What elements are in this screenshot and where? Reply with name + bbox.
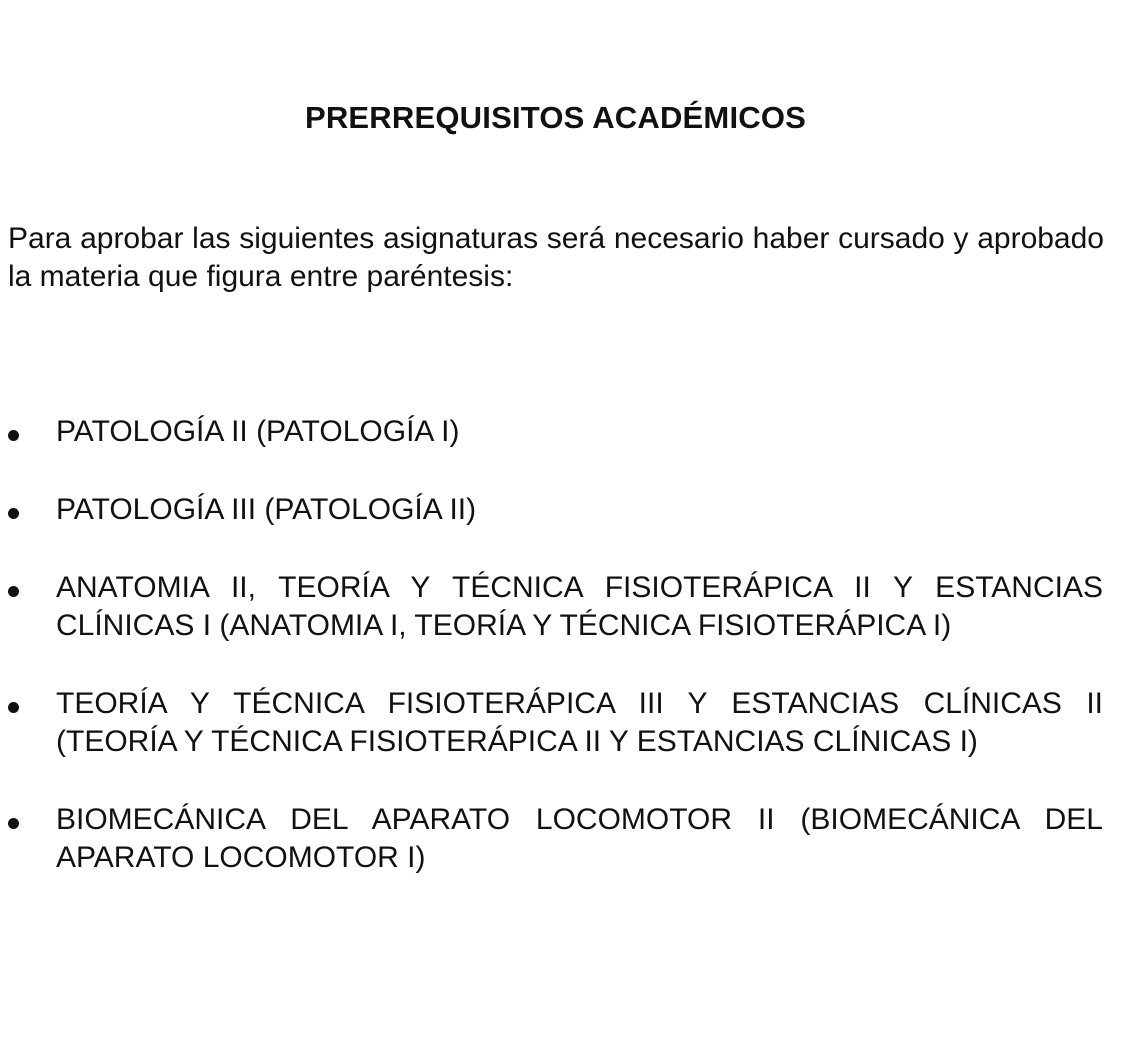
intro-paragraph: Para aprobar las siguientes asignaturas será necesario haber cursado y aprobado la materia que figura entre paréntesis: [8, 222, 1104, 293]
page-title: PRERREQUISITOS ACADÉMICOS [304, 100, 807, 135]
list-item [0, 685, 1103, 761]
list-item [0, 413, 1103, 451]
bullet-icon [8, 586, 19, 597]
list-item [0, 491, 1103, 529]
list-item-text: TEORÍA Y TÉCNICA FISIOTERÁPICA III Y ESTANCIAS CLÍNICAS II (TEORÍA Y TÉCNICA FISIOTERÁPICA II Y ESTANCIAS CLÍNICAS I) [56, 687, 1103, 758]
list-item-text: ANATOMIA II, TEORÍA Y TÉCNICA FISIOTERÁPICA II Y ESTANCIAS CLÍNICAS I (ANATOMIA I, TEORÍA Y TÉCNICA FISIOTERÁPICA I) [56, 571, 1103, 642]
bullet-icon [8, 430, 19, 441]
list-item-text: PATOLOGÍA III (PATOLOGÍA II) [56, 493, 477, 526]
bullet-icon [8, 702, 19, 713]
list-item-text: PATOLOGÍA II (PATOLOGÍA I) [56, 415, 460, 448]
list-item [0, 801, 1103, 877]
list-item-text: BIOMECÁNICA DEL APARATO LOCOMOTOR II (BIOMECÁNICA DEL APARATO LOCOMOTOR I) [56, 803, 1103, 874]
prerequisites-list [0, 413, 1135, 877]
list-item [0, 569, 1103, 645]
bullet-icon [8, 818, 19, 829]
bullet-icon [8, 508, 19, 519]
